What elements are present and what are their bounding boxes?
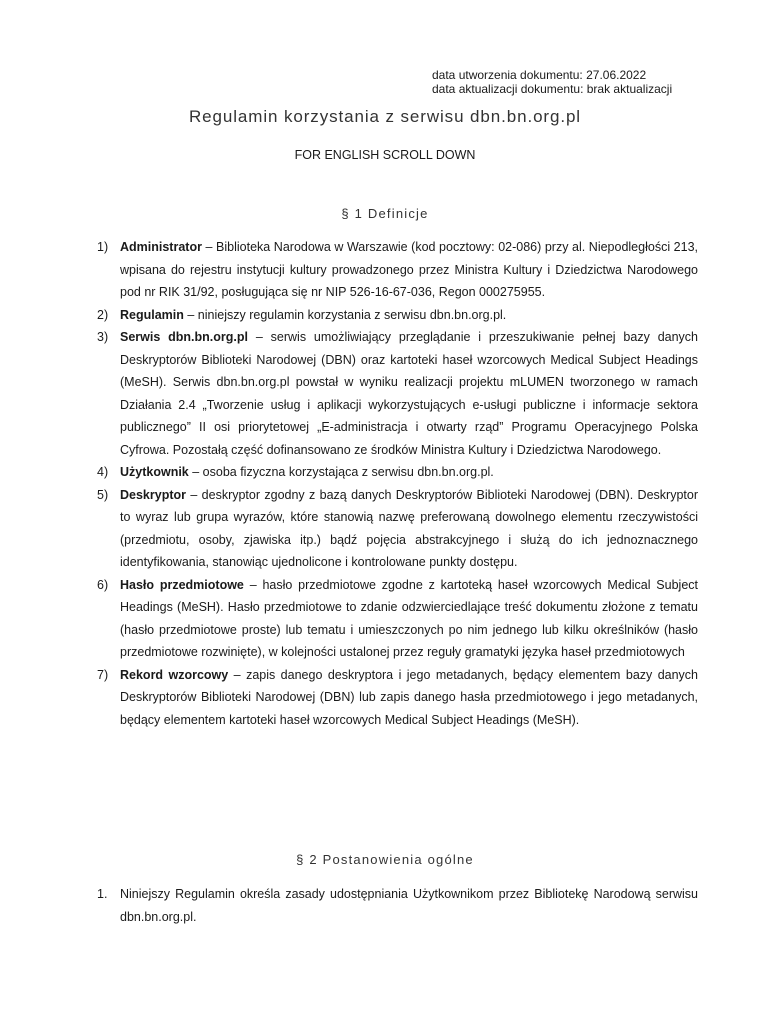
english-note: FOR ENGLISH SCROLL DOWN: [294, 148, 476, 162]
item-number: 7): [97, 667, 109, 682]
definition-text: – deskryptor zgodny z bazą danych Deskryptorów Biblioteki Narodowej (DBN). Deskryptor to wyraz lub grupa wyrazów, które stanowią nazwę preferowaną dowolnego elementu rzeczywistości (przedmiotu, osoby, zjawiska itp.) bądź pojęcia abstrakcyjnego i służą do ich jednoznacznego identyfikowania, stanowiąc ujednolicone i kontrolowane punkty dostępu.: [120, 487, 698, 569]
definition-item: [0, 574, 698, 664]
update-date: data aktualizacji dokumentu: brak aktualizacji: [432, 82, 673, 96]
definition-text: – niniejszy regulamin korzystania z serwisu dbn.bn.org.pl.: [183, 307, 507, 322]
definition-item: [0, 326, 698, 461]
definition-item: [0, 484, 698, 574]
section-heading-general-provisions: § 2 Postanowienia ogólne: [296, 852, 474, 867]
item-number: 6): [97, 577, 109, 592]
item-number: 2): [97, 307, 109, 322]
definitions-list: [0, 236, 698, 731]
document-metadata: [432, 68, 672, 96]
definition-text: – Biblioteka Narodowa w Warszawie (kod pocztowy: 02-086) przy al. Niepodległości 213, wpisana do rejestru instytucji kultury prowadzonego przez Ministra Kultury i Dziedzictwa Narodowego pod nr RIK 31/92, posługująca się nr NIP 526-16-67-036, Regon 000275955.: [120, 240, 698, 299]
provision-item: [0, 883, 698, 928]
definition-term: Deskryptor: [120, 487, 186, 502]
definition-term: Administrator: [120, 240, 202, 254]
definition-item: [0, 461, 698, 484]
item-number: 1): [97, 240, 109, 254]
item-number: 1.: [97, 887, 108, 901]
definition-text: – serwis umożliwiający przeglądanie i przeszukiwanie pełnej bazy danych Deskryptorów Biblioteki Narodowej (DBN) oraz kartoteki haseł wzorcowych Medical Subject Headings (MeSH). Serwis dbn.bn.org.pl powstał w wyniku realizacji projektu mLUMEN tworzonego w ramach Działania 2.4 „Tworzenie usług i aplikacji wykorzystujących e-usługi publiczne i informacje sektora publicznego” II osi priorytetowej „E-administracja i otwarty rząd” Programu Operacyjnego Polska Cyfrowa. Pozostałą część dofinansowano ze środków Ministra Kultury i Dziedzictwa Narodowego.: [120, 330, 698, 457]
provision-text: Niniejszy Regulamin określa zasady udostępniania Użytkownikom przez Bibliotekę Narodową serwisu dbn.bn.org.pl.: [120, 887, 698, 924]
item-number: 4): [97, 465, 109, 479]
definition-term: Rekord wzorcowy: [120, 667, 229, 682]
item-number: 3): [97, 330, 109, 344]
definition-item: [0, 664, 698, 732]
document-title: Regulamin korzystania z serwisu dbn.bn.org.pl: [188, 107, 581, 126]
definition-term: Użytkownik: [120, 465, 189, 479]
general-provisions-list: [0, 883, 698, 928]
definition-term: Hasło przedmiotowe: [120, 577, 244, 592]
section-heading-definitions: § 1 Definicje: [341, 206, 429, 221]
definition-text: – osoba fizyczna korzystająca z serwisu dbn.bn.org.pl.: [188, 465, 494, 479]
definition-term: Serwis dbn.bn.org.pl: [120, 330, 248, 344]
definition-text: – zapis danego deskryptora i jego metadanych, będący elementem bazy danych Deskryptorów Biblioteki Narodowej (DBN) lub zapis danego hasła przedmiotowego i jego metadanych, będący elementem kartoteki haseł wzorcowych Medical Subject Headings (MeSH).: [120, 667, 699, 727]
definition-term: Regulamin: [120, 307, 184, 322]
definition-item: [0, 236, 698, 304]
creation-date: data utworzenia dokumentu: 27.06.2022: [432, 68, 647, 82]
item-number: 5): [97, 487, 109, 502]
definition-item: [0, 304, 698, 327]
definition-text: – hasło przedmiotowe zgodne z kartoteką haseł wzorcowych Medical Subject Headings (MeSH). Hasło przedmiotowe to zdanie odzwierciedlające treść dokumentu złożone z tematu (hasło przedmiotowe proste) lub tematu i umieszczonych po nim jednego lub kilku określników (hasło przedmiotowe rozwinięte), w kolejności ustalonej przez reguły gramatyki języka haseł przedmiotowych: [120, 577, 699, 659]
